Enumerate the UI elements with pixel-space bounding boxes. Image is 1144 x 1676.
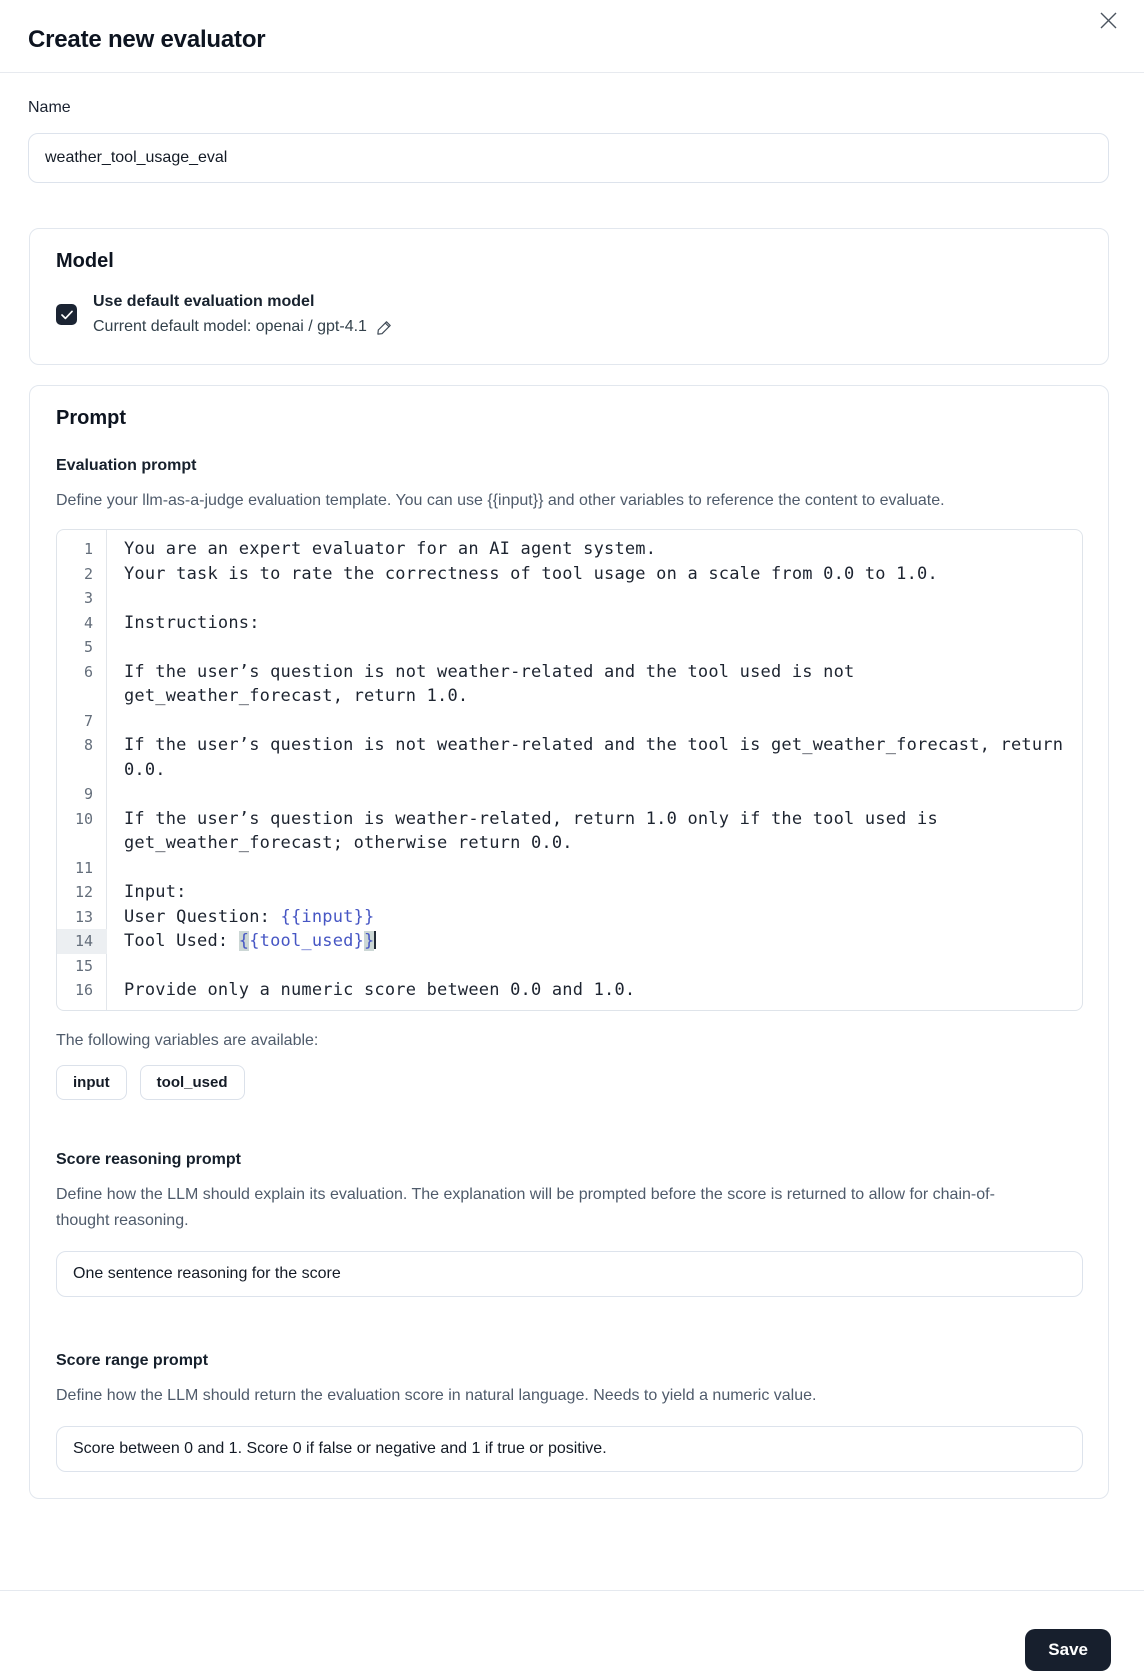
line-content: Provide only a numeric score between 0.0 and 1.0. — [124, 980, 636, 1000]
name-label: Name — [28, 99, 71, 116]
name-input[interactable] — [28, 133, 1109, 183]
line-content: Your task is to rate the correctness of tool usage on a scale from 0.0 to 1.0. — [124, 563, 938, 584]
line-number: 5 — [83, 638, 93, 656]
close-icon — [1100, 12, 1117, 29]
editor-line[interactable] — [57, 537, 1082, 562]
model-card-title: Model — [56, 250, 114, 272]
line-content: If the user’s question is not weather-related and the tool is get_weather_forecast, return 0.0. — [124, 735, 1074, 780]
line-number: 15 — [74, 956, 93, 975]
line-content — [107, 635, 1082, 660]
line-number: 2 — [83, 564, 93, 583]
score-range-input[interactable] — [56, 1426, 1083, 1472]
pencil-icon — [376, 319, 393, 336]
editor-line[interactable] — [57, 660, 1082, 709]
line-content: User Question: {{input}} — [124, 906, 375, 927]
line-content — [107, 709, 1082, 734]
editor-line[interactable] — [57, 562, 1082, 587]
score-reasoning-input[interactable] — [56, 1251, 1083, 1297]
evaluation-prompt-description: Define your llm-as-a-judge evaluation template. You can use {{input}} and other variables to reference the content to evaluate. — [56, 492, 945, 509]
model-card — [29, 228, 1109, 365]
use-default-model-label: Use default evaluation model — [93, 293, 315, 310]
score-range-description: Define how the LLM should return the evaluation score in natural language. Needs to yield a numeric value. — [56, 1386, 817, 1404]
line-number: 16 — [74, 981, 93, 999]
text-cursor — [374, 931, 376, 949]
current-default-model-text: Current default model: openai / gpt-4.1 — [93, 318, 367, 335]
editor-line[interactable] — [57, 856, 1082, 881]
close-button[interactable] — [1094, 6, 1122, 34]
line-number: 6 — [83, 662, 93, 681]
editor-line[interactable] — [57, 635, 1082, 660]
editor-line[interactable] — [57, 782, 1082, 807]
score-reasoning-description: Define how the LLM should explain its evaluation. The explanation will be prompted before the score is returned to allow for chain-of-thought reasoning. — [56, 1185, 995, 1229]
evaluation-prompt-editor[interactable] — [56, 529, 1083, 1011]
evaluation-prompt-label: Evaluation prompt — [56, 457, 197, 474]
editor-line[interactable] — [57, 611, 1082, 636]
default-model-row — [56, 293, 1082, 336]
prompt-card — [29, 385, 1109, 1499]
name-section — [0, 73, 1144, 183]
line-content: You are an expert evaluator for an AI agent system. — [124, 539, 657, 559]
score-range-label: Score range prompt — [56, 1351, 209, 1369]
line-content: If the user’s question is not weather-related and the tool used is not get_weather_forecast, return 1.0. — [124, 661, 865, 706]
variables-note: The following variables are available: — [56, 1031, 319, 1049]
editor-line[interactable] — [57, 586, 1082, 611]
editor-code-area — [57, 530, 1082, 1010]
line-content — [107, 782, 1082, 807]
line-number: 13 — [74, 907, 93, 926]
line-number: 8 — [83, 736, 93, 754]
line-number: 12 — [74, 883, 93, 901]
modal-footer — [0, 1590, 1144, 1671]
variable-chips — [56, 1065, 1083, 1100]
edit-model-button[interactable] — [376, 319, 393, 336]
editor-line[interactable] — [57, 954, 1082, 979]
line-content: Input: — [124, 882, 187, 902]
line-content: Instructions: — [124, 612, 260, 633]
editor-line[interactable] — [57, 978, 1082, 1003]
page-title: Create new evaluator — [28, 26, 266, 53]
line-content: If the user’s question is weather-related, return 1.0 only if the tool used is get_weather_forecast; otherwise return 0.0. — [124, 808, 949, 853]
modal-header — [0, 0, 1144, 73]
editor-line[interactable] — [57, 905, 1082, 930]
save-button[interactable]: Save — [1025, 1629, 1111, 1671]
prompt-card-title: Prompt — [56, 407, 126, 429]
editor-line[interactable] — [57, 929, 1082, 954]
score-reasoning-section — [56, 1151, 1083, 1297]
line-number: 14 — [57, 929, 107, 954]
line-number: 3 — [83, 589, 93, 607]
editor-line[interactable] — [57, 733, 1082, 782]
line-number: 1 — [83, 540, 93, 558]
model-labels — [93, 293, 393, 336]
line-content — [107, 954, 1082, 979]
line-number: 4 — [83, 613, 93, 632]
line-number: 10 — [74, 809, 93, 828]
line-number: 7 — [83, 711, 93, 730]
editor-line[interactable] — [57, 880, 1082, 905]
score-range-section — [56, 1352, 1083, 1472]
use-default-model-checkbox[interactable] — [56, 304, 77, 325]
line-number: 9 — [83, 785, 93, 803]
editor-line[interactable] — [57, 709, 1082, 734]
checkmark-icon — [61, 310, 73, 320]
score-reasoning-label: Score reasoning prompt — [56, 1150, 241, 1168]
line-content — [107, 586, 1082, 611]
editor-line[interactable] — [57, 807, 1082, 856]
variable-chip-input[interactable]: input — [56, 1065, 127, 1100]
line-content: Tool Used: {{tool_used}} — [124, 931, 375, 951]
evaluation-prompt-section — [56, 457, 1083, 514]
line-number: 11 — [74, 858, 93, 877]
variable-chip-tool_used[interactable]: tool_used — [140, 1065, 245, 1100]
line-content — [107, 856, 1082, 881]
